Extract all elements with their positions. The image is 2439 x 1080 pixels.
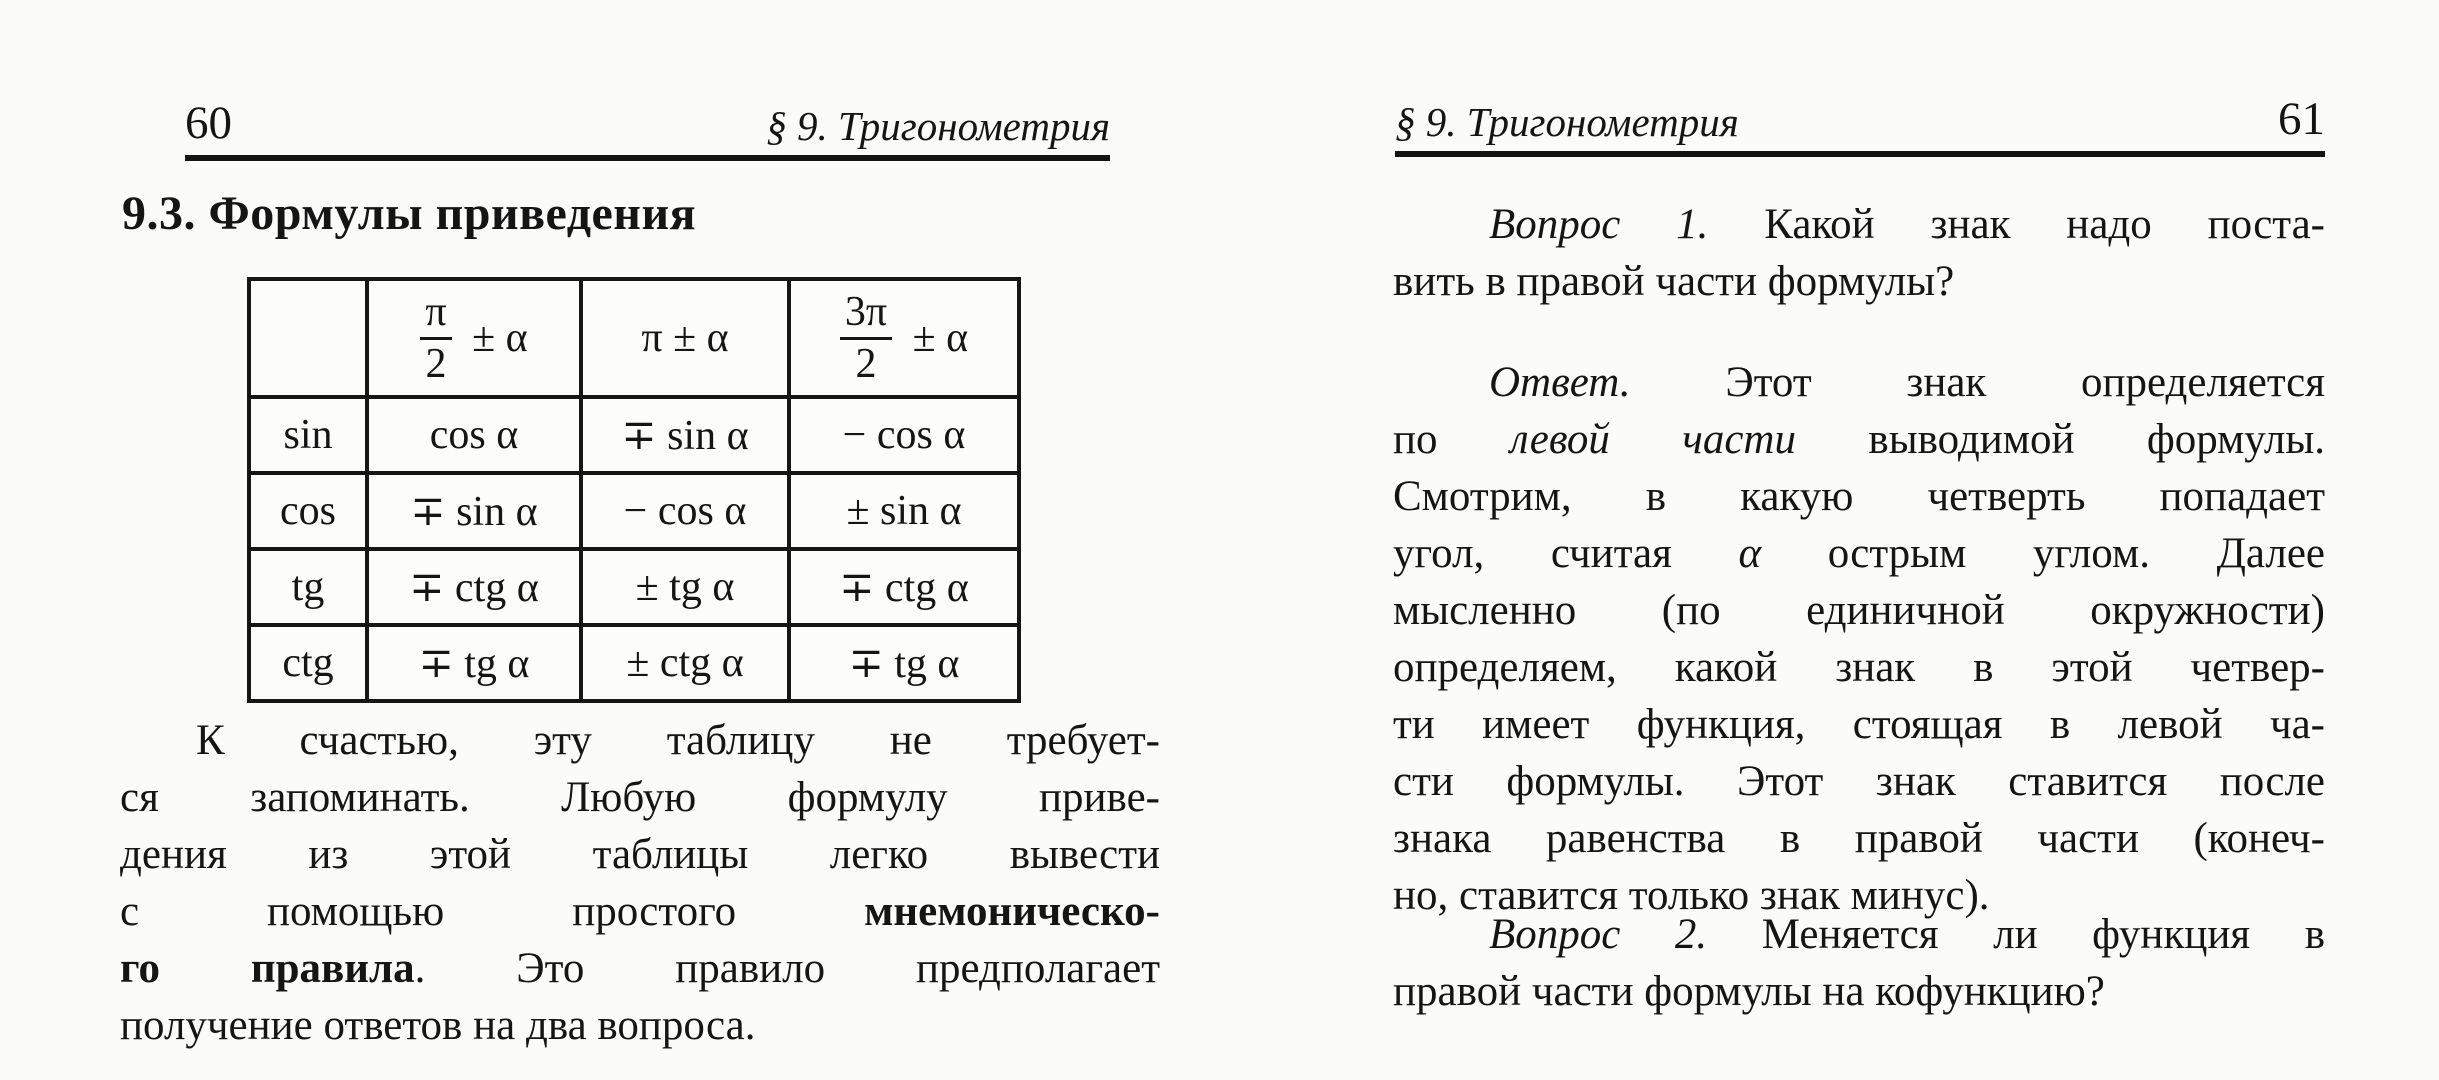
- text-segment: но, ставится только знак минус).: [1393, 872, 1990, 919]
- reduction-formulas-table: [247, 277, 1021, 703]
- table-corner-cell: [249, 279, 367, 397]
- text-segment: определяем, какой знак в этой четвер-: [1393, 644, 2325, 691]
- table-cell: − cos α: [581, 473, 789, 549]
- text-segment: мысленно (по единичной окружности): [1393, 587, 2325, 634]
- text-segment: правой части формулы на кофункцию?: [1393, 968, 2105, 1015]
- fraction-denominator: 2: [855, 340, 877, 387]
- text-segment: Этот знак определяется: [1630, 359, 2325, 406]
- right-page-number: 61: [2278, 93, 2325, 145]
- text-segment: острым углом. Далее: [1761, 530, 2325, 577]
- mnemonic-rule-paragraph: [120, 712, 1160, 1054]
- text-line: [1393, 810, 2325, 867]
- table-cell: ∓ ctg α: [367, 549, 581, 625]
- text-line: [1393, 354, 2325, 411]
- fraction: [420, 289, 451, 386]
- text-line: [120, 712, 1160, 769]
- table-cell: ∓ tg α: [789, 625, 1019, 701]
- text-segment: сти формулы. Этот знак ставится после: [1393, 758, 2325, 805]
- table-cell: ∓ ctg α: [789, 549, 1019, 625]
- left-running-title: § 9. Тригонометрия: [766, 103, 1110, 149]
- text-line: [120, 769, 1160, 826]
- text-segment: получение ответов на два вопроса.: [120, 1002, 756, 1049]
- row-label: ctg: [249, 625, 367, 701]
- table-cell: ∓ sin α: [367, 473, 581, 549]
- bold-text: го правила: [120, 945, 415, 992]
- italic-text: левой части: [1509, 416, 1796, 463]
- italic-text: Вопрос 2.: [1489, 911, 1708, 958]
- text-segment: выводимой формулы.: [1795, 416, 2325, 463]
- text-segment: К счастью, эту таблицу не требует-: [196, 717, 1160, 764]
- fraction: [840, 289, 892, 386]
- fraction-denominator: 2: [425, 340, 447, 387]
- text-line: [1393, 196, 2325, 253]
- text-line: [1393, 753, 2325, 810]
- table-cell: cos α: [367, 397, 581, 473]
- header-formula-rest: ± α: [912, 315, 969, 361]
- row-label: sin: [249, 397, 367, 473]
- text-line: [120, 997, 1160, 1054]
- text-line: [1393, 525, 2325, 582]
- text-line: [120, 883, 1160, 940]
- text-line: [120, 940, 1160, 997]
- italic-text: α: [1738, 530, 1762, 577]
- text-segment: Какой знак надо поста-: [1708, 201, 2325, 248]
- col-header-pi-half: [367, 279, 581, 397]
- text-segment: дения из этой таблицы легко вывести: [120, 831, 1160, 878]
- text-segment: Смотрим, в какую четверть попадает: [1393, 473, 2325, 520]
- italic-text: Ответ.: [1489, 359, 1631, 406]
- table-cell: ∓ sin α: [581, 397, 789, 473]
- text-segment: угол, считая: [1393, 530, 1739, 577]
- text-line: [1393, 582, 2325, 639]
- fraction-numerator: π: [420, 289, 451, 339]
- section-title: 9.3. Формулы приведения: [122, 187, 697, 240]
- fraction-numerator: 3π: [840, 289, 892, 339]
- right-running-title: § 9. Тригонометрия: [1395, 99, 1739, 145]
- table-cell: ∓ tg α: [367, 625, 581, 701]
- text-line: [1393, 468, 2325, 525]
- text-segment: ся запоминать. Любую формулу приве-: [120, 774, 1160, 821]
- text-line: [1393, 639, 2325, 696]
- text-segment: . Это правило предполагает: [414, 945, 1160, 992]
- right-page-header: [1395, 93, 2325, 157]
- row-label: cos: [249, 473, 367, 549]
- text-segment: ти имеет функция, стоящая в левой ча-: [1393, 701, 2325, 748]
- table-cell: − cos α: [789, 397, 1019, 473]
- text-line: [1393, 696, 2325, 753]
- left-page-header: [185, 97, 1110, 161]
- table-cell: ± ctg α: [581, 625, 789, 701]
- table-row-ctg: [249, 625, 1019, 701]
- question-2-paragraph: [1393, 906, 2325, 1020]
- text-segment: по: [1393, 416, 1510, 463]
- text-line: [1393, 906, 2325, 963]
- table-cell: ± sin α: [789, 473, 1019, 549]
- table-row-cos: [249, 473, 1019, 549]
- left-page-number: 60: [185, 97, 232, 149]
- table-row-sin: [249, 397, 1019, 473]
- col-header-3pi-half: [789, 279, 1019, 397]
- text-line: [1393, 253, 2325, 310]
- text-line: [1393, 411, 2325, 468]
- text-line: [1393, 963, 2325, 1020]
- table-cell: ± tg α: [581, 549, 789, 625]
- table-header-row: [249, 279, 1019, 397]
- table-row-tg: [249, 549, 1019, 625]
- bold-text: мнемоническо-: [864, 888, 1160, 935]
- text-segment: вить в правой части формулы?: [1393, 258, 1955, 305]
- answer-paragraph: [1393, 354, 2325, 924]
- question-1-paragraph: [1393, 196, 2325, 310]
- text-segment: с помощью простого: [120, 888, 865, 935]
- text-segment: знака равенства в правой части (конеч-: [1393, 815, 2325, 862]
- row-label: tg: [249, 549, 367, 625]
- text-segment: Меняется ли функция в: [1707, 911, 2325, 958]
- col-header-pi: π ± α: [581, 279, 789, 397]
- text-line: [120, 826, 1160, 883]
- italic-text: Вопрос 1.: [1489, 201, 1709, 248]
- header-formula-rest: ± α: [472, 315, 528, 361]
